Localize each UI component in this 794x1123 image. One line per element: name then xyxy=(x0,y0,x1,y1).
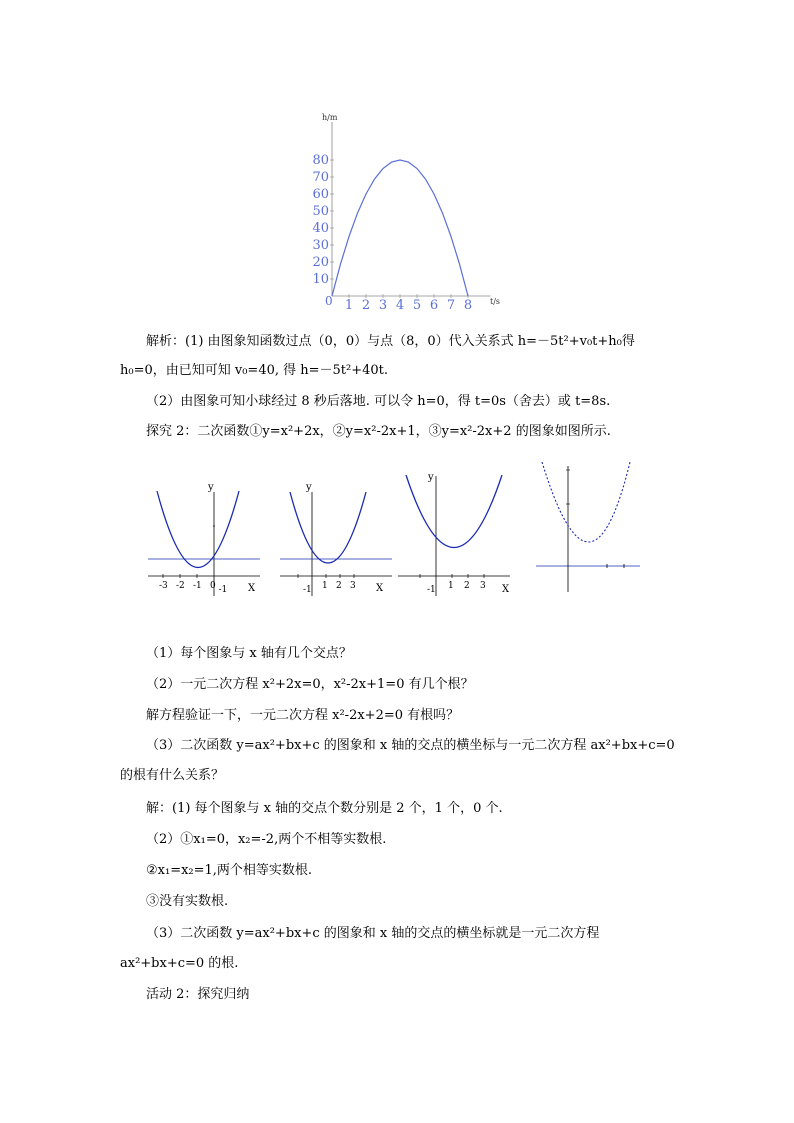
solution-line-3: （2）由图象可知小球经过 8 秒后落地. 可以令 h=0，得 t=0s（舍去）或 t=8s. xyxy=(146,394,611,409)
x-axis-label: t/s xyxy=(490,297,501,306)
chart-axes xyxy=(332,122,491,296)
height-curve xyxy=(332,160,468,296)
x-tick-label: -1 xyxy=(427,585,436,595)
x-tick-label: -3 xyxy=(159,581,168,591)
x-tick-label: 6 xyxy=(429,298,439,310)
x-label: X xyxy=(502,584,510,595)
x-tick-label: 1 xyxy=(448,581,454,591)
tick-dot xyxy=(213,525,215,527)
parabola-curve xyxy=(157,491,239,568)
x-tick-label: 2 xyxy=(464,581,470,591)
graph-axes xyxy=(398,476,510,596)
answer-3-line-2: ax²+bx+c=0 的根. xyxy=(120,956,239,971)
y-label: y xyxy=(306,484,312,493)
answer-3-line-1: （3）二次函数 y=ax²+bx+c 的图象和 x 轴的交点的横坐标就是一元二次方程 xyxy=(146,926,600,941)
x-ticks xyxy=(298,574,356,595)
x-tick-label: -2 xyxy=(176,581,185,591)
x-label: X xyxy=(376,583,384,594)
y-tick-label: 50 xyxy=(312,204,329,219)
y-tick-label: 30 xyxy=(312,238,329,253)
x-tick-label: 2 xyxy=(361,298,371,310)
y-tick-label: 70 xyxy=(312,170,329,185)
y-tick-label: 10 xyxy=(312,272,329,287)
parabola-graph-4 xyxy=(534,462,644,596)
x-ticks xyxy=(159,574,227,595)
y-label: y xyxy=(428,472,434,483)
question-3-line-2: 的根有什么关系？ xyxy=(120,768,225,783)
height-time-chart xyxy=(308,108,518,310)
graph-axes xyxy=(536,466,640,592)
parabola-graph-1 xyxy=(144,484,264,604)
x-tick-label: 8 xyxy=(463,298,473,310)
y-tick-label: -1 xyxy=(218,585,228,595)
explore-2-heading: 探究 2：二次函数①y=x²+2x，②y=x²-2x+1，③y=x²-2x+2 的图象如图所示. xyxy=(146,424,611,439)
solution-line-2: h₀=0，由已知可知 v₀=40, 得 h=－5t²+40t. xyxy=(120,363,389,378)
x-tick-label: -1 xyxy=(193,581,202,591)
parabola-curve xyxy=(542,462,630,542)
x-tick-label: 1 xyxy=(344,298,354,310)
x-tick-label: 5 xyxy=(412,298,422,310)
activity-2-heading: 活动 2：探究归纳 xyxy=(146,987,250,1002)
y-label: y xyxy=(208,484,214,493)
x-label: X xyxy=(248,583,256,594)
parabola-graph-3 xyxy=(396,470,516,604)
y-tick-label: 80 xyxy=(312,153,329,168)
x-tick-label: 3 xyxy=(350,581,356,591)
question-1: （1）每个图象与 x 轴有几个交点？ xyxy=(146,646,352,661)
x-tick-label: -1 xyxy=(303,585,312,595)
answer-2-case-2: ②x₁=x₂=1,两个相等实数根. xyxy=(146,863,313,878)
answer-2-case-3: ③没有实数根. xyxy=(146,894,229,909)
x-tick-label: 4 xyxy=(395,298,405,310)
chart-ticks xyxy=(312,153,472,310)
x-tick-label: 3 xyxy=(480,581,486,591)
origin-label: 0 xyxy=(325,294,333,308)
question-2: （2）一元二次方程 x²+2x=0，x²-2x+1=0 有几个根？ xyxy=(146,677,474,692)
answer-1: 解：(1) 每个图象与 x 轴的交点个数分别是 2 个，1 个，0 个. xyxy=(146,801,503,816)
answer-2: （2）①x₁=0，x₂=-2,两个不相等实数根. xyxy=(146,832,387,847)
parabola-graph-2 xyxy=(276,484,396,604)
y-tick-label: 40 xyxy=(312,221,329,236)
parabola-curve xyxy=(290,492,366,563)
x-tick-label: 1 xyxy=(322,581,328,591)
x-tick-label: 2 xyxy=(336,581,342,591)
x-tick-label: 3 xyxy=(378,298,388,310)
parabola-curve xyxy=(406,475,502,548)
question-3-line-1: （3）二次函数 y=ax²+bx+c 的图象和 x 轴的交点的横坐标与一元二次方程 ax²+bx+c=0 xyxy=(146,738,675,753)
x-tick-label: 7 xyxy=(446,298,456,310)
y-axis-label: h/m xyxy=(322,113,338,122)
x-ticks xyxy=(420,574,486,595)
solution-line-1: 解析：(1) 由图象知函数过点（0，0）与点（8，0）代入关系式 h=－5t²+v₀t+h₀得 xyxy=(146,334,635,349)
x-tick-label: 0 xyxy=(210,581,216,591)
question-2-verify: 解方程验证一下，一元二次方程 x²-2x+2=0 有根吗？ xyxy=(146,708,460,723)
y-tick-label: 20 xyxy=(312,255,329,270)
y-tick-label: 60 xyxy=(312,187,329,202)
